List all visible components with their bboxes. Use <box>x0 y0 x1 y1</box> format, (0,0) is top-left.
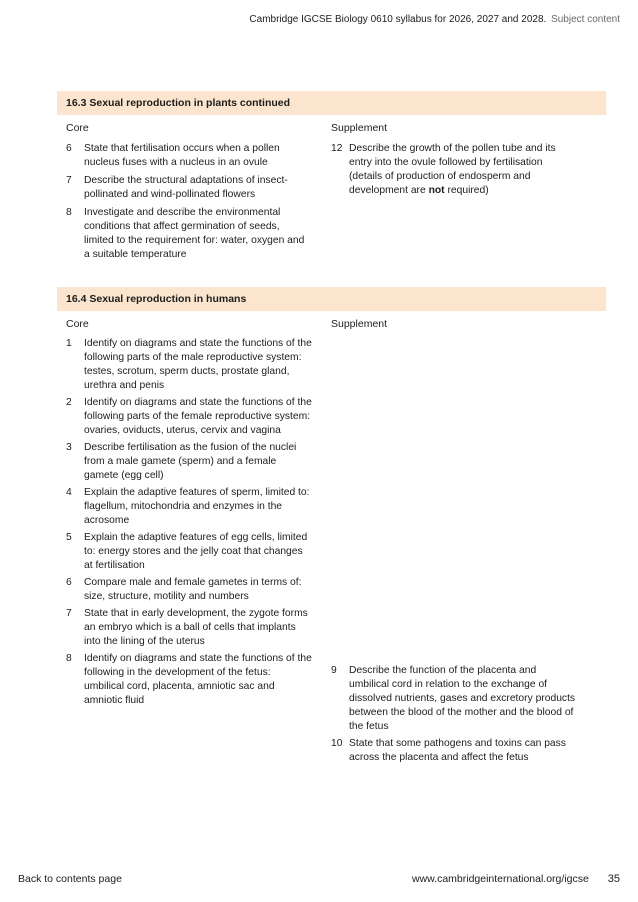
list-item: 8 Investigate and describe the environmental conditions that affect germination of seeds, limited to the requirement for: water, oxygen and a suitable temperature <box>66 207 305 260</box>
list-item: 6 State that fertilisation occurs when a pollen nucleus fuses with a nucleus in an ovule <box>66 143 280 168</box>
list-item: 12 Describe the growth of the pollen tube and its entry into the ovule followed by fertilisation (details of production of endosperm and development are not required) <box>331 143 556 196</box>
list-item: 7 Describe the structural adaptations of insect-pollinated and wind-pollinated flowers <box>66 175 288 200</box>
core-list-16-3 <box>66 142 312 262</box>
page-footer <box>412 873 620 885</box>
core-heading: Core <box>66 318 89 330</box>
page-header <box>249 14 620 25</box>
list-item: 9 Describe the function of the placenta and umbilical cord in relation to the exchange of dissolved nutrients, gases and excretory products between the blood of the mother and the blood of the fetus <box>331 665 576 732</box>
section-title-16-3: 16.3 Sexual reproduction in plants continued <box>57 91 606 115</box>
header-subtitle: Subject content <box>551 14 620 25</box>
list-item: 5 Explain the adaptive features of egg cells, limited to: energy stores and the jelly coat that changes at fertilisation <box>66 532 308 571</box>
supplement-list-16-4 <box>331 664 576 765</box>
page-number: 35 <box>607 873 620 885</box>
core-heading: Core <box>66 122 89 134</box>
list-item: 3 Describe fertilisation as the fusion of the nuclei from a male gamete (sperm) and a female gamete (egg cell) <box>66 442 297 481</box>
list-item: 2 Identify on diagrams and state the functions of the following parts of the female reproductive system: ovaries, oviducts, uterus, cervix and vagina <box>66 397 312 436</box>
back-to-contents-link[interactable]: Back to contents page <box>18 873 122 885</box>
list-item: 4 Explain the adaptive features of sperm, limited to: flagellum, mitochondria and enzymes in the acrosome <box>66 487 310 526</box>
section-title-16-4: 16.4 Sexual reproduction in humans <box>57 287 606 311</box>
list-item: 7 State that in early development, the zygote forms an embryo which is a ball of cells that implants into the lining of the uterus <box>66 608 308 647</box>
list-item: 8 Identify on diagrams and state the functions of the following in the development of the fetus: umbilical cord, placenta, amniotic sac and amniotic fluid <box>66 653 312 706</box>
list-item: 6 Compare male and female gametes in terms of: size, structure, motility and numbers <box>66 577 302 602</box>
core-list-16-4 <box>66 337 312 708</box>
list-item: 1 Identify on diagrams and state the functions of the following parts of the male reproductive system: testes, scrotum, sperm ducts, prostate gland, urethra and penis <box>66 338 312 391</box>
supplement-list-16-3 <box>331 142 571 198</box>
website-link[interactable]: www.cambridgeinternational.org/igcse <box>411 873 589 885</box>
header-title: Cambridge IGCSE Biology 0610 syllabus for 2026, 2027 and 2028. <box>249 14 547 25</box>
supplement-heading: Supplement <box>331 122 388 134</box>
supplement-heading: Supplement <box>331 318 388 330</box>
list-item: 10 State that some pathogens and toxins can pass across the placenta and affect the fetus <box>331 738 566 763</box>
